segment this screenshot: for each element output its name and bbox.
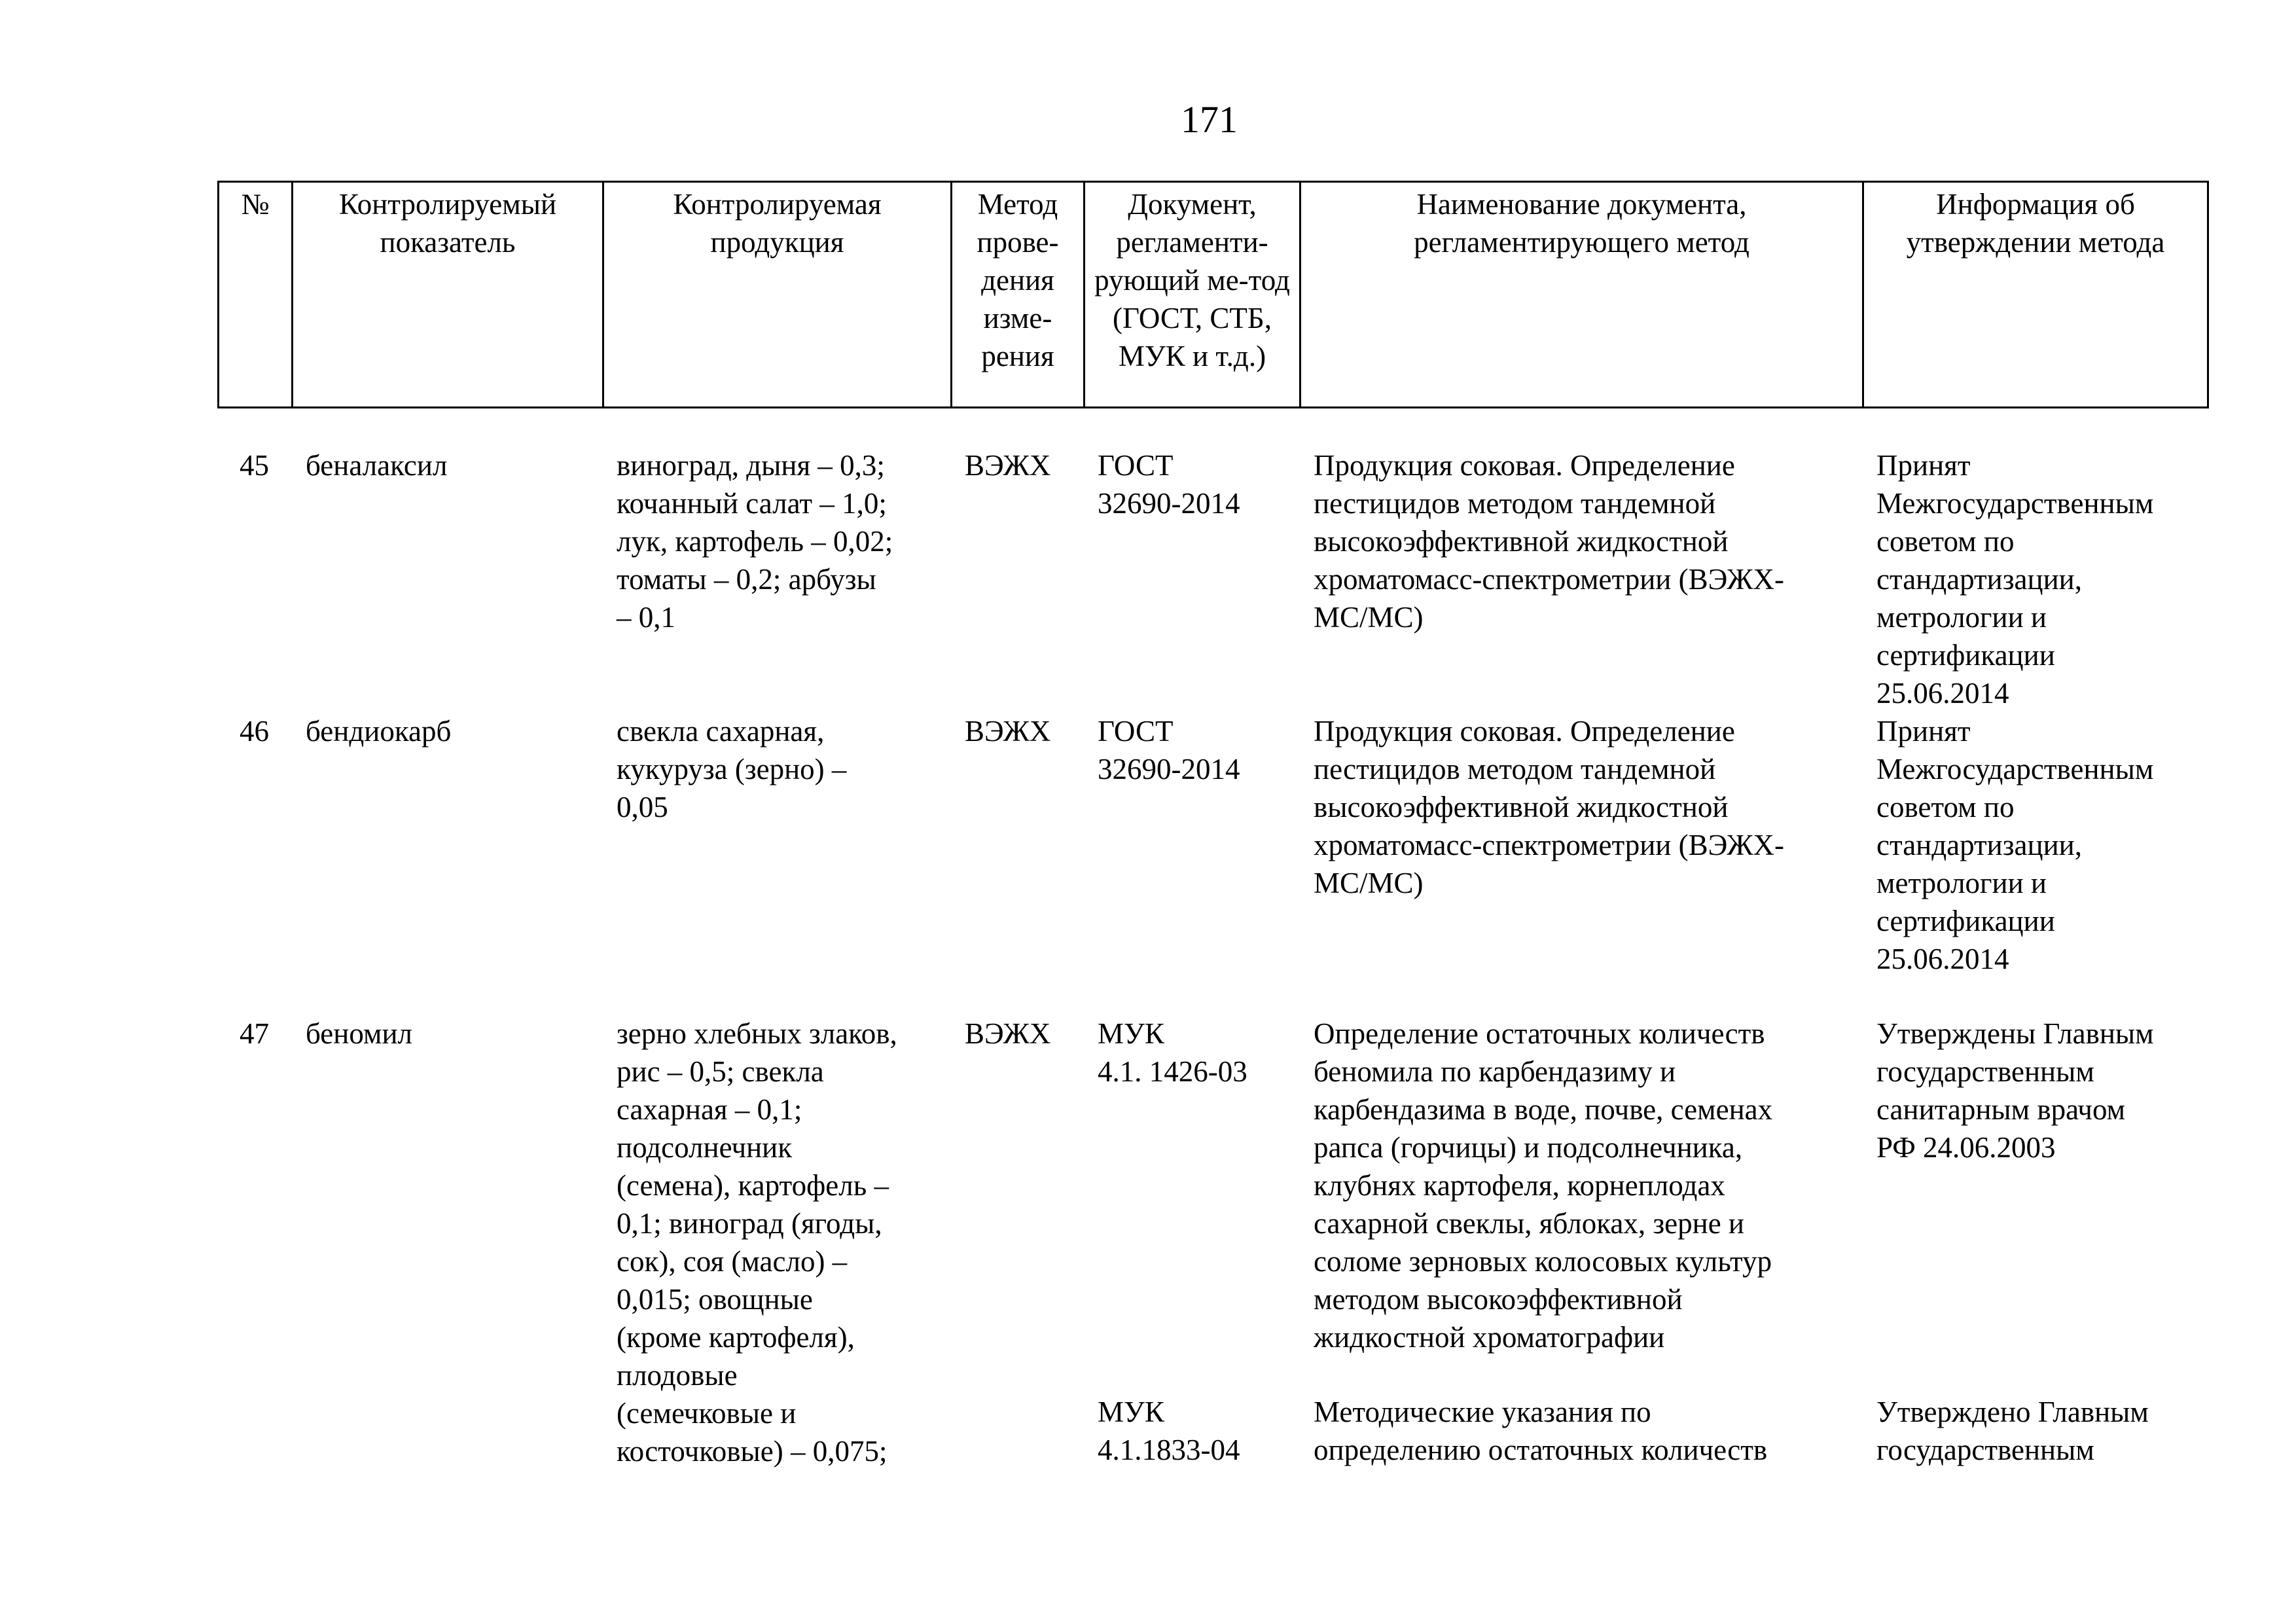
row-product: виноград, дыня – 0,3; кочанный салат – 1,0; лук, картофель – 0,02; томаты – 0,2; арбузы – 0,1 — [617, 449, 893, 634]
row-num: 47 — [240, 1017, 269, 1050]
row-document-2: МУК 4.1.1833-04 — [1098, 1396, 1240, 1466]
row-document: ГОСТ 32690-2014 — [1098, 449, 1240, 520]
row-doc-name-2: Методические указания по определению остаточных количеств — [1314, 1396, 1768, 1466]
header-doc-name: Наименование документа, регламентирующего метод — [1300, 182, 1863, 408]
table-row — [217, 712, 2207, 1015]
row-approval: Принят Межгосударственным советом по стандартизации, метрологии и сертификации 25.06.2014 — [1876, 715, 2154, 975]
header-document: Документ, регламенти-рующий ме-тод (ГОСТ, СТБ, МУК и т.д.) — [1085, 182, 1300, 408]
header-product: Контролируемая продукция — [603, 182, 952, 408]
row-method: ВЭЖХ — [965, 449, 1051, 482]
row-document: ГОСТ 32690-2014 — [1098, 715, 1240, 785]
row-product: свекла сахарная, кукуруза (зерно) – 0,05 — [617, 715, 847, 823]
row-doc-name: Продукция соковая. Определение пестицидов методом тандемной высокоэффективной жидкостной хроматомасс-спектрометрии (ВЭЖХ- МС/МС) — [1314, 449, 1785, 634]
table-header — [217, 181, 2209, 408]
table-row — [217, 446, 2207, 712]
header-indicator: Контролируемый показатель — [293, 182, 603, 408]
row-indicator: беномил — [306, 1017, 413, 1050]
row-document: МУК 4.1. 1426-03 — [1098, 1017, 1247, 1088]
row-product: зерно хлебных злаков, рис – 0,5; свекла сахарная – 0,1; подсолнечник (семена), картофель – 0,1; виноград (ягоды, сок), соя (масло) – 0,015; овощные (кроме картофеля), плодовые (семечковые и косточковые) – 0,075; — [617, 1017, 897, 1468]
page-number: 171 — [1181, 98, 1238, 141]
row-doc-name: Определение остаточных количеств беномила по карбендазиму и карбендазима в воде, почве, семенах рапса (горчицы) и подсолнечника, клубнях картофеля, корнеплодах сахарной свеклы, яблоках, зерне и соломе зерновых колосовых культур методом высокоэффективной жидкостной хроматографии — [1314, 1017, 1773, 1354]
row-approval: Утверждены Главным государственным санитарным врачом РФ 24.06.2003 — [1876, 1017, 2154, 1164]
row-num: 45 — [240, 449, 269, 482]
row-approval-2: Утверждено Главным государственным — [1876, 1396, 2149, 1466]
header-method: Метод прове-дения изме-рения — [952, 182, 1085, 408]
table-body — [217, 446, 2207, 1471]
row-method: ВЭЖХ — [965, 1017, 1051, 1050]
row-approval: Принят Межгосударственным советом по стандартизации, метрологии и сертификации 25.06.2014 — [1876, 449, 2154, 710]
row-method: ВЭЖХ — [965, 715, 1051, 748]
header-num: № — [219, 182, 293, 408]
row-indicator: бендиокарб — [306, 715, 452, 748]
table-row — [217, 1393, 2207, 1471]
row-num: 46 — [240, 715, 269, 748]
header-approval: Информация об утверждении метода — [1863, 182, 2208, 408]
row-doc-name: Продукция соковая. Определение пестицидов методом тандемной высокоэффективной жидкостной хроматомасс-спектрометрии (ВЭЖХ- МС/МС) — [1314, 715, 1785, 899]
row-indicator: беналаксил — [306, 449, 448, 482]
table-row — [217, 1015, 2207, 1393]
